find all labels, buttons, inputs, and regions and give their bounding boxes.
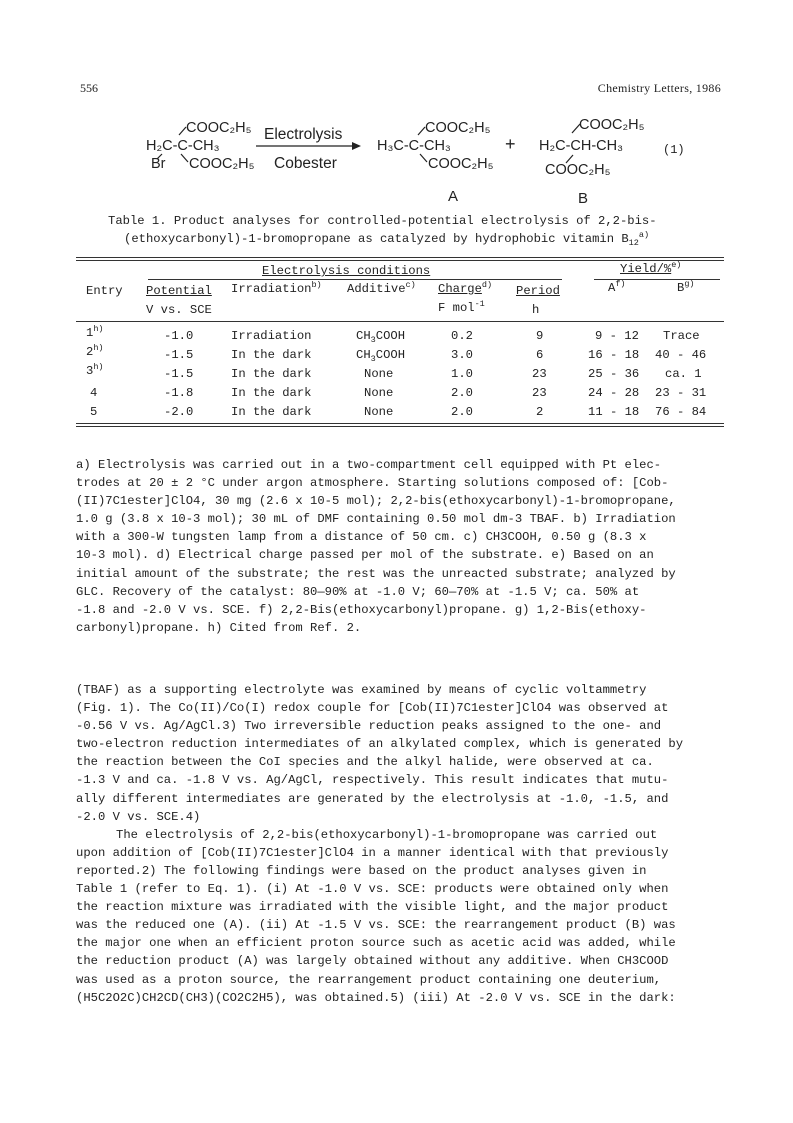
body-line: reported.2) The following findings were based on the product analyses given in bbox=[76, 863, 647, 878]
col-potential: Potential bbox=[146, 284, 212, 298]
row2-entry-sup: h) bbox=[93, 343, 104, 353]
table-rule-top-2 bbox=[76, 260, 724, 261]
body-line: two-electron reduction intermediates of an alkylated complex, which is generated by bbox=[76, 737, 684, 752]
row3-potential: -1.5 bbox=[164, 367, 194, 381]
row4-b: 23 - 31 bbox=[655, 386, 707, 400]
product-b-line2: H₂C-CH-CH₃ bbox=[539, 138, 624, 154]
body-line: was used as a proton source, the rearrangement product containing one deuterium, bbox=[76, 972, 662, 987]
row4-additive: None bbox=[364, 386, 394, 400]
footnote-line: carbonyl)propane. h) Cited from Ref. 2. bbox=[76, 620, 362, 635]
row3-entry-sup: h) bbox=[93, 362, 104, 372]
body-line: the reaction mixture was irradiated with the visible light, and the major product bbox=[76, 900, 669, 915]
journal-name: Chemistry Letters, 1986 bbox=[597, 81, 721, 95]
table-caption-line1: Table 1. Product analyses for controlled-potential electrolysis of 2,2-bis- bbox=[108, 214, 657, 228]
product-a-line2: H₃C-C-CH₃ bbox=[377, 138, 451, 154]
footnote-line: -1.8 and -2.0 V vs. SCE. f) 2,2-Bis(ethoxycarbonyl)propane. g) 1,2-Bis(ethoxy- bbox=[76, 602, 647, 617]
product-b-label: B bbox=[578, 190, 589, 207]
body-line: The electrolysis of 2,2-bis(ethoxycarbonyl)-1-bromopropane was carried out bbox=[116, 827, 658, 842]
equation-number: (1) bbox=[663, 143, 685, 157]
row1-additive: $CH_3COOH$ bbox=[356, 329, 406, 345]
footnote-line: with a 300-W tungsten lamp from a distance of 50 cm. c) CH3COOH, 0.50 g (8.3 x bbox=[76, 530, 647, 545]
row3-b: ca. 1 bbox=[665, 367, 702, 381]
footnote-line: a) Electrolysis was carried out in a two-compartment cell equipped with Pt elec- bbox=[76, 458, 662, 472]
body-line: -0.56 V vs. Ag/AgCl.3) Two irreversible reduction peaks assigned to the one- and bbox=[76, 719, 662, 734]
col-irradiation: Irradiation$^{b)}$ bbox=[231, 280, 322, 296]
product-a-label: A bbox=[448, 188, 459, 205]
row2-a: 16 - 18 bbox=[588, 348, 640, 362]
col-charge-unit: F mol$^{-1}$ bbox=[438, 299, 485, 315]
row4-period: 23 bbox=[532, 386, 547, 400]
body-text bbox=[76, 681, 726, 1007]
reaction-scheme bbox=[0, 112, 793, 212]
footnote-line: 10-3 mol). d) Electrical charge passed per mol of the substrate. e) Based on an bbox=[76, 548, 654, 563]
reactant-line3b: COOC₂H₅ bbox=[189, 156, 255, 172]
row1-a: 9 - 12 bbox=[595, 329, 639, 343]
row1-entry: 1 bbox=[86, 326, 94, 340]
row3-irradiation: In the dark bbox=[231, 367, 312, 381]
group-header: Electrolysis conditions bbox=[262, 264, 431, 278]
row1-entry-sup: h) bbox=[93, 324, 104, 334]
col-entry: Entry bbox=[86, 284, 123, 298]
body-line: (TBAF) as a supporting electrolyte was examined by means of cyclic voltammetry bbox=[76, 683, 647, 697]
row2-charge: 3.0 bbox=[451, 348, 473, 362]
row3-additive: None bbox=[364, 367, 394, 381]
row1-potential: -1.0 bbox=[164, 329, 194, 343]
row4-a: 24 - 28 bbox=[588, 386, 640, 400]
body-line: -2.0 V vs. SCE.4) bbox=[76, 809, 201, 824]
row4-irradiation: In the dark bbox=[231, 386, 312, 400]
row3-a: 25 - 36 bbox=[588, 367, 640, 381]
row5-additive: None bbox=[364, 405, 394, 419]
row5-charge: 2.0 bbox=[451, 405, 473, 419]
table-rule-bottom bbox=[76, 423, 724, 424]
table-caption bbox=[108, 212, 728, 248]
arrow-label-top: Electrolysis bbox=[264, 126, 343, 143]
row4-potential: -1.8 bbox=[164, 386, 194, 400]
plus-sign: + bbox=[505, 134, 516, 154]
row2-irradiation: In the dark bbox=[231, 348, 312, 362]
reactant-line1: COOC₂H₅ bbox=[186, 120, 252, 136]
group-header-rule bbox=[148, 279, 562, 280]
row5-potential: -2.0 bbox=[164, 405, 194, 419]
product-b-line1: COOC₂H₅ bbox=[579, 117, 645, 133]
reactant-line3a: Br bbox=[151, 156, 166, 172]
reactant-line2: H₂C-C-CH₃ bbox=[146, 138, 220, 154]
scheme-bonds bbox=[0, 112, 793, 212]
row3-entry: 3 bbox=[86, 364, 94, 378]
col-charge: Charge$^{d)}$ bbox=[438, 280, 493, 296]
row5-b: 76 - 84 bbox=[655, 405, 707, 419]
table-caption-line2: (ethoxycarbonyl)-1-bromopropane as catalyzed by hydrophobic vitamin $B_{12}^{a)}$ bbox=[124, 230, 650, 248]
col-period-unit: h bbox=[532, 303, 540, 317]
row5-irradiation: In the dark bbox=[231, 405, 312, 419]
row1-b: Trace bbox=[663, 329, 700, 343]
table-rule-header bbox=[76, 321, 724, 322]
yield-header: Yield/%$^{e)}$ bbox=[620, 260, 682, 276]
arrow-label-bottom: Cobester bbox=[274, 155, 337, 172]
body-line: the reduction product (A) was largely obtained without any additive. When CH3COOD bbox=[76, 954, 669, 969]
row4-entry: 4 bbox=[90, 386, 98, 400]
product-a-line1: COOC₂H₅ bbox=[425, 120, 491, 136]
row1-irradiation: Irradiation bbox=[231, 329, 312, 343]
product-a-line3: COOC₂H₅ bbox=[428, 156, 494, 172]
footnote-line: (II)7C1ester]ClO4, 30 mg (2.6 x 10-5 mol); 2,2-bis(ethoxycarbonyl)-1-bromopropane, bbox=[76, 494, 676, 509]
row1-charge: 0.2 bbox=[451, 329, 473, 343]
row5-period: 2 bbox=[536, 405, 544, 419]
body-line: (Fig. 1). The Co(II)/Co(I) redox couple for [Cob(II)7C1ester]ClO4 was observed at bbox=[76, 701, 669, 716]
page-number: 556 bbox=[80, 81, 98, 95]
col-period: Period bbox=[516, 284, 560, 298]
footnote-line: GLC. Recovery of the catalyst: 80—90% at -1.0 V; 60—70% at -1.5 V; ca. 50% at bbox=[76, 584, 640, 599]
table-rule-bottom-2 bbox=[76, 426, 724, 427]
footnote-line: trodes at 20 ± 2 °C under argon atmosphere. Starting solutions composed of: [Cob- bbox=[76, 476, 669, 491]
body-line: (H5C2O2C)CH2CD(CH3)(CO2C2H5), was obtained.5) (iii) At -2.0 V vs. SCE in the dark: bbox=[76, 990, 676, 1005]
yield-header-rule bbox=[594, 279, 720, 280]
col-potential-unit: V vs. SCE bbox=[146, 303, 212, 317]
table-footnotes bbox=[76, 456, 726, 637]
body-line: upon addition of [Cob(II)7C1ester]ClO4 in a manner identical with that previously bbox=[76, 845, 669, 860]
row1-period: 9 bbox=[536, 329, 544, 343]
body-line: Table 1 (refer to Eq. 1). (i) At -1.0 V vs. SCE: products were obtained only when bbox=[76, 882, 669, 897]
row2-period: 6 bbox=[536, 348, 544, 362]
body-line: ally different intermediates are generated by the electrolysis at -1.0, -1.5, and bbox=[76, 791, 669, 806]
row3-charge: 1.0 bbox=[451, 367, 473, 381]
row2-potential: -1.5 bbox=[164, 348, 194, 362]
col-additive: Additive$^{c)}$ bbox=[347, 280, 416, 296]
col-a: $A^{f)}$ bbox=[608, 279, 626, 295]
col-b: $B^{g)}$ bbox=[677, 279, 695, 295]
footnote-line: 1.0 g (3.8 x 10-3 mol); 30 mL of DMF containing 0.50 mol dm-3 TBAF. b) Irradiation bbox=[76, 512, 676, 527]
row5-entry: 5 bbox=[90, 405, 98, 419]
table-rule-top bbox=[76, 257, 724, 258]
product-b-line3: COOC₂H₅ bbox=[545, 162, 611, 178]
row3-period: 23 bbox=[532, 367, 547, 381]
row2-additive: $CH_3COOH$ bbox=[356, 348, 406, 364]
footnote-line: initial amount of the substrate; the rest was the unreacted substrate; analyzed by bbox=[76, 566, 676, 581]
body-line: was the reduced one (A). (ii) At -1.5 V vs. SCE: the rearrangement product (B) was bbox=[76, 918, 676, 933]
body-line: the reaction between the CoI species and the alkyl halide, were observed at ca. bbox=[76, 755, 654, 770]
body-line: the major one when an efficient proton source such as acetic acid was added, while bbox=[76, 936, 676, 951]
row5-a: 11 - 18 bbox=[588, 405, 640, 419]
row2-entry: 2 bbox=[86, 345, 94, 359]
body-line: -1.3 V and ca. -1.8 V vs. Ag/AgCl, respectively. This result indicates that mutu- bbox=[76, 773, 669, 788]
row2-b: 40 - 46 bbox=[655, 348, 707, 362]
row4-charge: 2.0 bbox=[451, 386, 473, 400]
